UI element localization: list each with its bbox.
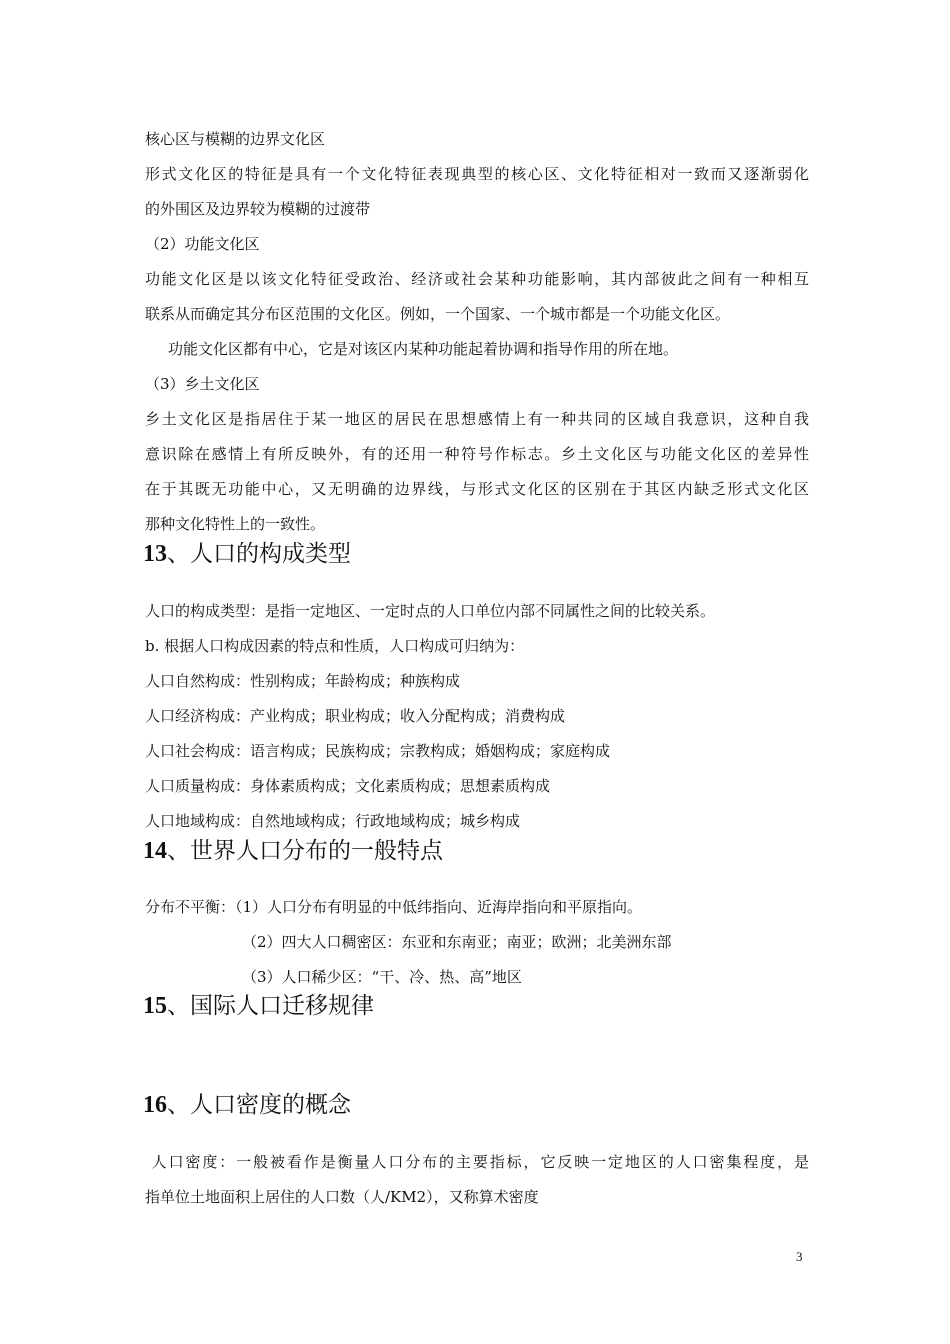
paragraph-line: 指单位土地面积上居住的人口数（人/KM2），又称算术密度 bbox=[145, 1188, 539, 1206]
list-item: 人口地域构成：自然地域构成；行政地域构成；城乡构成 bbox=[145, 812, 521, 830]
paragraph-line: 联系从而确定其分布区范围的文化区。例如，一个国家、一个城市都是一个功能文化区。 bbox=[145, 305, 731, 323]
section-title: 、世界人口分布的一般特点 bbox=[167, 838, 443, 864]
list-item: 人口社会构成：语言构成；民族构成；宗教构成；婚姻构成；家庭构成 bbox=[145, 742, 611, 760]
paragraph-line: 人口密度：一般被看作是衡量人口分布的主要指标，它反映一定地区的人口密集程度，是 bbox=[145, 1153, 809, 1171]
list-item: （3）人口稀少区：“干、冷、热、高”地区 bbox=[242, 968, 522, 986]
paragraph-line: 核心区与模糊的边界文化区 bbox=[145, 130, 326, 148]
section-heading-16 bbox=[143, 1090, 351, 1120]
section-heading-15 bbox=[143, 991, 374, 1021]
list-item: 人口自然构成：性别构成；年龄构成；种族构成 bbox=[145, 672, 461, 690]
paragraph-line: 形式文化区的特征是具有一个文化特征表现典型的核心区、文化特征相对一致而又逐渐弱化 bbox=[145, 165, 809, 183]
list-item: 人口质量构成：身体素质构成；文化素质构成；思想素质构成 bbox=[145, 777, 551, 795]
paragraph-line: 那种文化特性上的一致性。 bbox=[145, 515, 326, 533]
paragraph-line: b. 根据人口构成因素的特点和性质，人口构成可归纳为： bbox=[145, 637, 525, 655]
section-title: 、人口密度的概念 bbox=[167, 1092, 351, 1118]
section-title: 、国际人口迁移规律 bbox=[167, 993, 374, 1019]
list-item: 人口经济构成：产业构成；职业构成；收入分配构成；消费构成 bbox=[145, 707, 566, 725]
subheading-functional-region: （2）功能文化区 bbox=[145, 235, 260, 253]
paragraph-line: 功能文化区都有中心，它是对该区内某种功能起着协调和指导作用的所在地。 bbox=[168, 340, 679, 358]
subheading-vernacular-region: （3）乡土文化区 bbox=[145, 375, 260, 393]
section-number: 14 bbox=[143, 838, 167, 864]
paragraph-line: 乡土文化区是指居住于某一地区的居民在思想感情上有一种共同的区域自我意识，这种自我 bbox=[145, 410, 809, 428]
paragraph-line: 的外围区及边界较为模糊的过渡带 bbox=[145, 200, 371, 218]
paragraph-line: 意识除在感情上有所反映外，有的还用一种符号作标志。乡土文化区与功能文化区的差异性 bbox=[145, 445, 809, 463]
page-number: 3 bbox=[796, 1249, 803, 1264]
section-number: 13 bbox=[143, 541, 167, 567]
section-heading-13 bbox=[143, 539, 351, 569]
paragraph-line: 分布不平衡：（1）人口分布有明显的中低纬指向、近海岸指向和平原指向。 bbox=[145, 898, 643, 916]
paragraph-line: 在于其既无功能中心，又无明确的边界线，与形式文化区的区别在于其区内缺乏形式文化区 bbox=[145, 480, 809, 498]
section-title: 、人口的构成类型 bbox=[167, 541, 351, 567]
paragraph-line: 功能文化区是以该文化特征受政治、经济或社会某种功能影响，其内部彼此之间有一种相互 bbox=[145, 270, 809, 288]
section-heading-14 bbox=[143, 836, 443, 866]
section-number: 15 bbox=[143, 993, 167, 1019]
list-item: （2）四大人口稠密区：东亚和东南亚；南亚；欧洲；北美洲东部 bbox=[242, 933, 672, 951]
paragraph-line: 人口的构成类型：是指一定地区、一定时点的人口单位内部不同属性之间的比较关系。 bbox=[145, 602, 716, 620]
section-number: 16 bbox=[143, 1092, 167, 1118]
